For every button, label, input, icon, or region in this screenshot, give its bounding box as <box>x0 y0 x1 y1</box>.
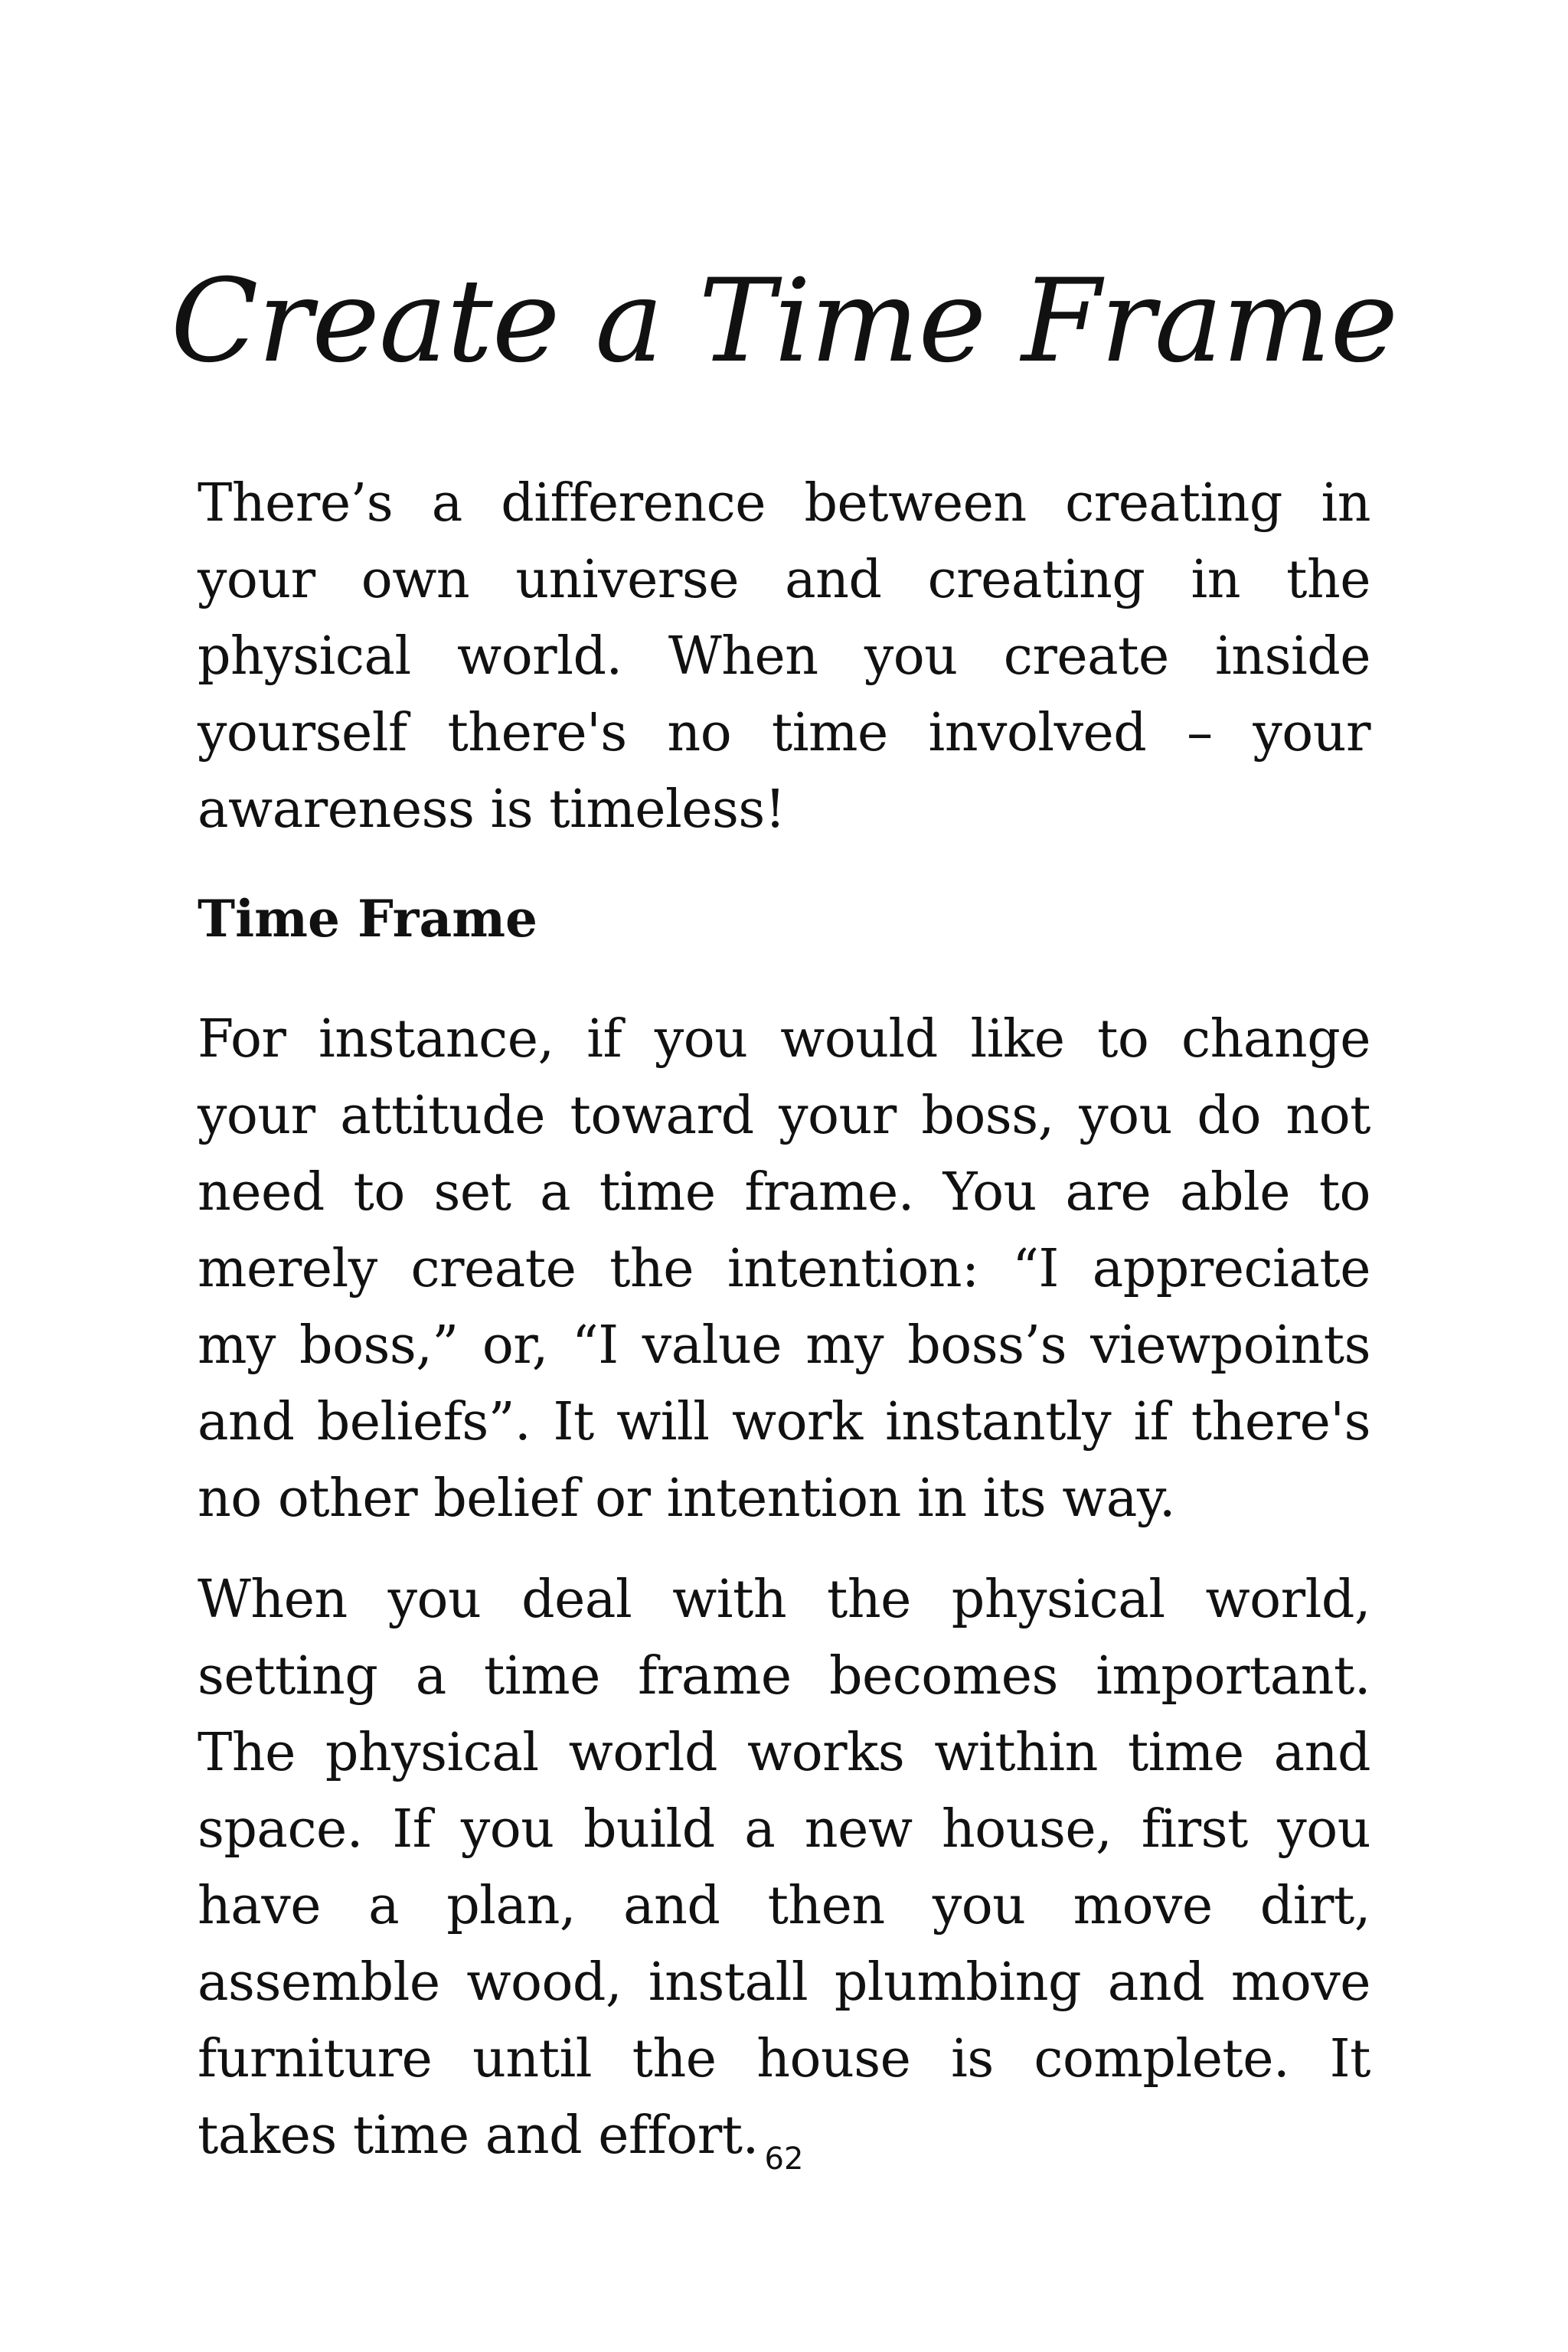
intro-paragraph: There’s a difference between creating in your own universe and creating in the physical world. When you create inside yourself there's no time involved – your awareness is timeless! <box>198 473 1370 840</box>
page-number: 62 <box>764 2141 804 2177</box>
section-heading: Time Frame <box>198 889 538 949</box>
physical-world-paragraph: When you deal with the physical world, setting a time frame becomes important. The physical world works within time and space. If you build a new house, first you have a plan, and then you move dirt, assemble wood, install plumbing and move furniture until the house is complete. It takes time and effort. <box>198 1570 1370 2166</box>
example-paragraph: For instance, if you would like to change your attitude toward your boss, you do not need to set a time frame. You are able to merely create the intention: “I appreciate my boss,” or, “I value my boss’s viewpoints and beliefs”. It will work instantly if there's no other belief or intention in its way. <box>198 1009 1370 1529</box>
chapter-title: Create a Time Frame <box>170 255 1398 388</box>
